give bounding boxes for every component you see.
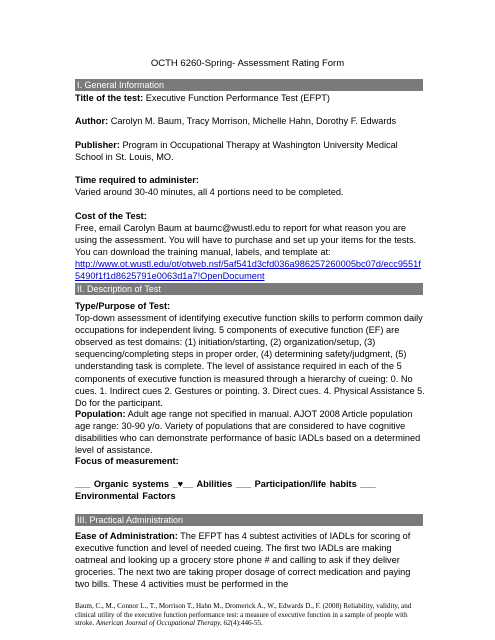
section-header-general: I. General Information [75, 79, 423, 91]
publisher-label: Publisher: [75, 140, 120, 150]
type-purpose-block [75, 300, 425, 409]
focus-label: Focus of measurement: [75, 456, 179, 466]
publisher-block [75, 139, 425, 163]
footnote-citation [75, 602, 425, 628]
time-block [75, 174, 425, 198]
test-title-label: Title of the test: [75, 93, 144, 103]
cost-download-note: You can download the training manual, labels, and template at: [75, 247, 331, 258]
section-header-practical: III. Practical Administration [75, 514, 423, 526]
time-label: Time required to administer: [75, 175, 199, 185]
test-title-value: Executive Function Performance Test (EFPT) [143, 93, 330, 103]
publisher-value: Program in Occupational Therapy at Washington University Medical School in St. Louis, MO. [75, 140, 398, 163]
ease-value: The EFPT has 4 subtest activities of IADLs for scoring of executive function and level of needed cueing. The first two IADLs are making oatmeal and looking up a grocery store phone # and calling to ask if they deliver groceries. The next two are taking proper dosage of correct medication and paying two bills. These 4 activities must be performed in the [75, 531, 411, 590]
training-manual-link[interactable]: http://www.ot.wustl.edu/ot/otweb.nsf/5af541d3cfd036a986257260005bc07d/ecc9551f5490f1f1d8625791e0063d1a7!OpenDocument [75, 259, 421, 282]
focus-options [75, 478, 425, 502]
cost-block [75, 210, 425, 283]
form-title: OCTH 6260-Spring- Assessment Rating Form [150, 58, 345, 69]
population-value: Adult age range not specified in manual. AJOT 2008 Article population age range: 30-90 y/o. Variety of populations that are considered to have cognitive disabilities who can demonstrate performance of basic IADLs based on a determined level of assistance. [75, 409, 421, 456]
ease-block [75, 530, 425, 590]
citation-text: Baum, C., M., Connor L., T., Morrison T., Hahn M., Dromerick A., W., Edwards D., F. (2008) Reliability, validity, and clinical utility of the executive function performance test: a measure of executive function in a sample of people with stroke. [75, 602, 412, 628]
test-title-block [75, 92, 425, 104]
section-header-description: II. Description of Test [75, 283, 423, 295]
author-value: Carolyn M. Baum, Tracy Morrison, Michelle Hahn, Dorothy F. Edwards [108, 116, 397, 126]
type-purpose-label: Type/Purpose of Test: [75, 301, 171, 311]
citation-journal: American Journal of Occupational Therapy, 62 [95, 619, 231, 628]
type-purpose-value: Top-down assessment of identifying executive function skills to perform common daily occupations for independent living. 5 components of executive function (EF) are observed as test domains: (1) initiation/starting, (2) organization/setup, (3) sequencing/completing steps in proper order, (4) determining safety/judgment, (5) understanding task is complete. The level of assistance required in each of the 5 components of executive function is measured through a hierarchy of cueing: 0. No cues. 1. Indirect cues 2. Gestures or pointing. 3. Direct cues. 4. Physical Assistance 5. Do for the participant. [75, 313, 425, 408]
population-label: Population: [75, 409, 126, 419]
cost-label: Cost of the Test: [75, 211, 147, 221]
author-block [75, 115, 425, 127]
time-value: Varied around 30-40 minutes, all 4 portions need to be completed. [75, 187, 344, 198]
population-block [75, 408, 425, 456]
ease-label: Ease of Administration: [75, 531, 178, 541]
cost-description: Free, email Carolyn Baum at baumc@wustl.edu to report for what reason you are using the assessment. You will have to purchase and set up your items for the tests. [75, 223, 417, 246]
citation-pages: (4):446-55. [230, 619, 263, 628]
focus-checkbox-line: ___ Organic systems _♥__ Abilities ___ Participation/life habits ___ Environmental Factors [75, 479, 376, 502]
author-label: Author: [75, 116, 109, 126]
focus-block [75, 455, 425, 467]
